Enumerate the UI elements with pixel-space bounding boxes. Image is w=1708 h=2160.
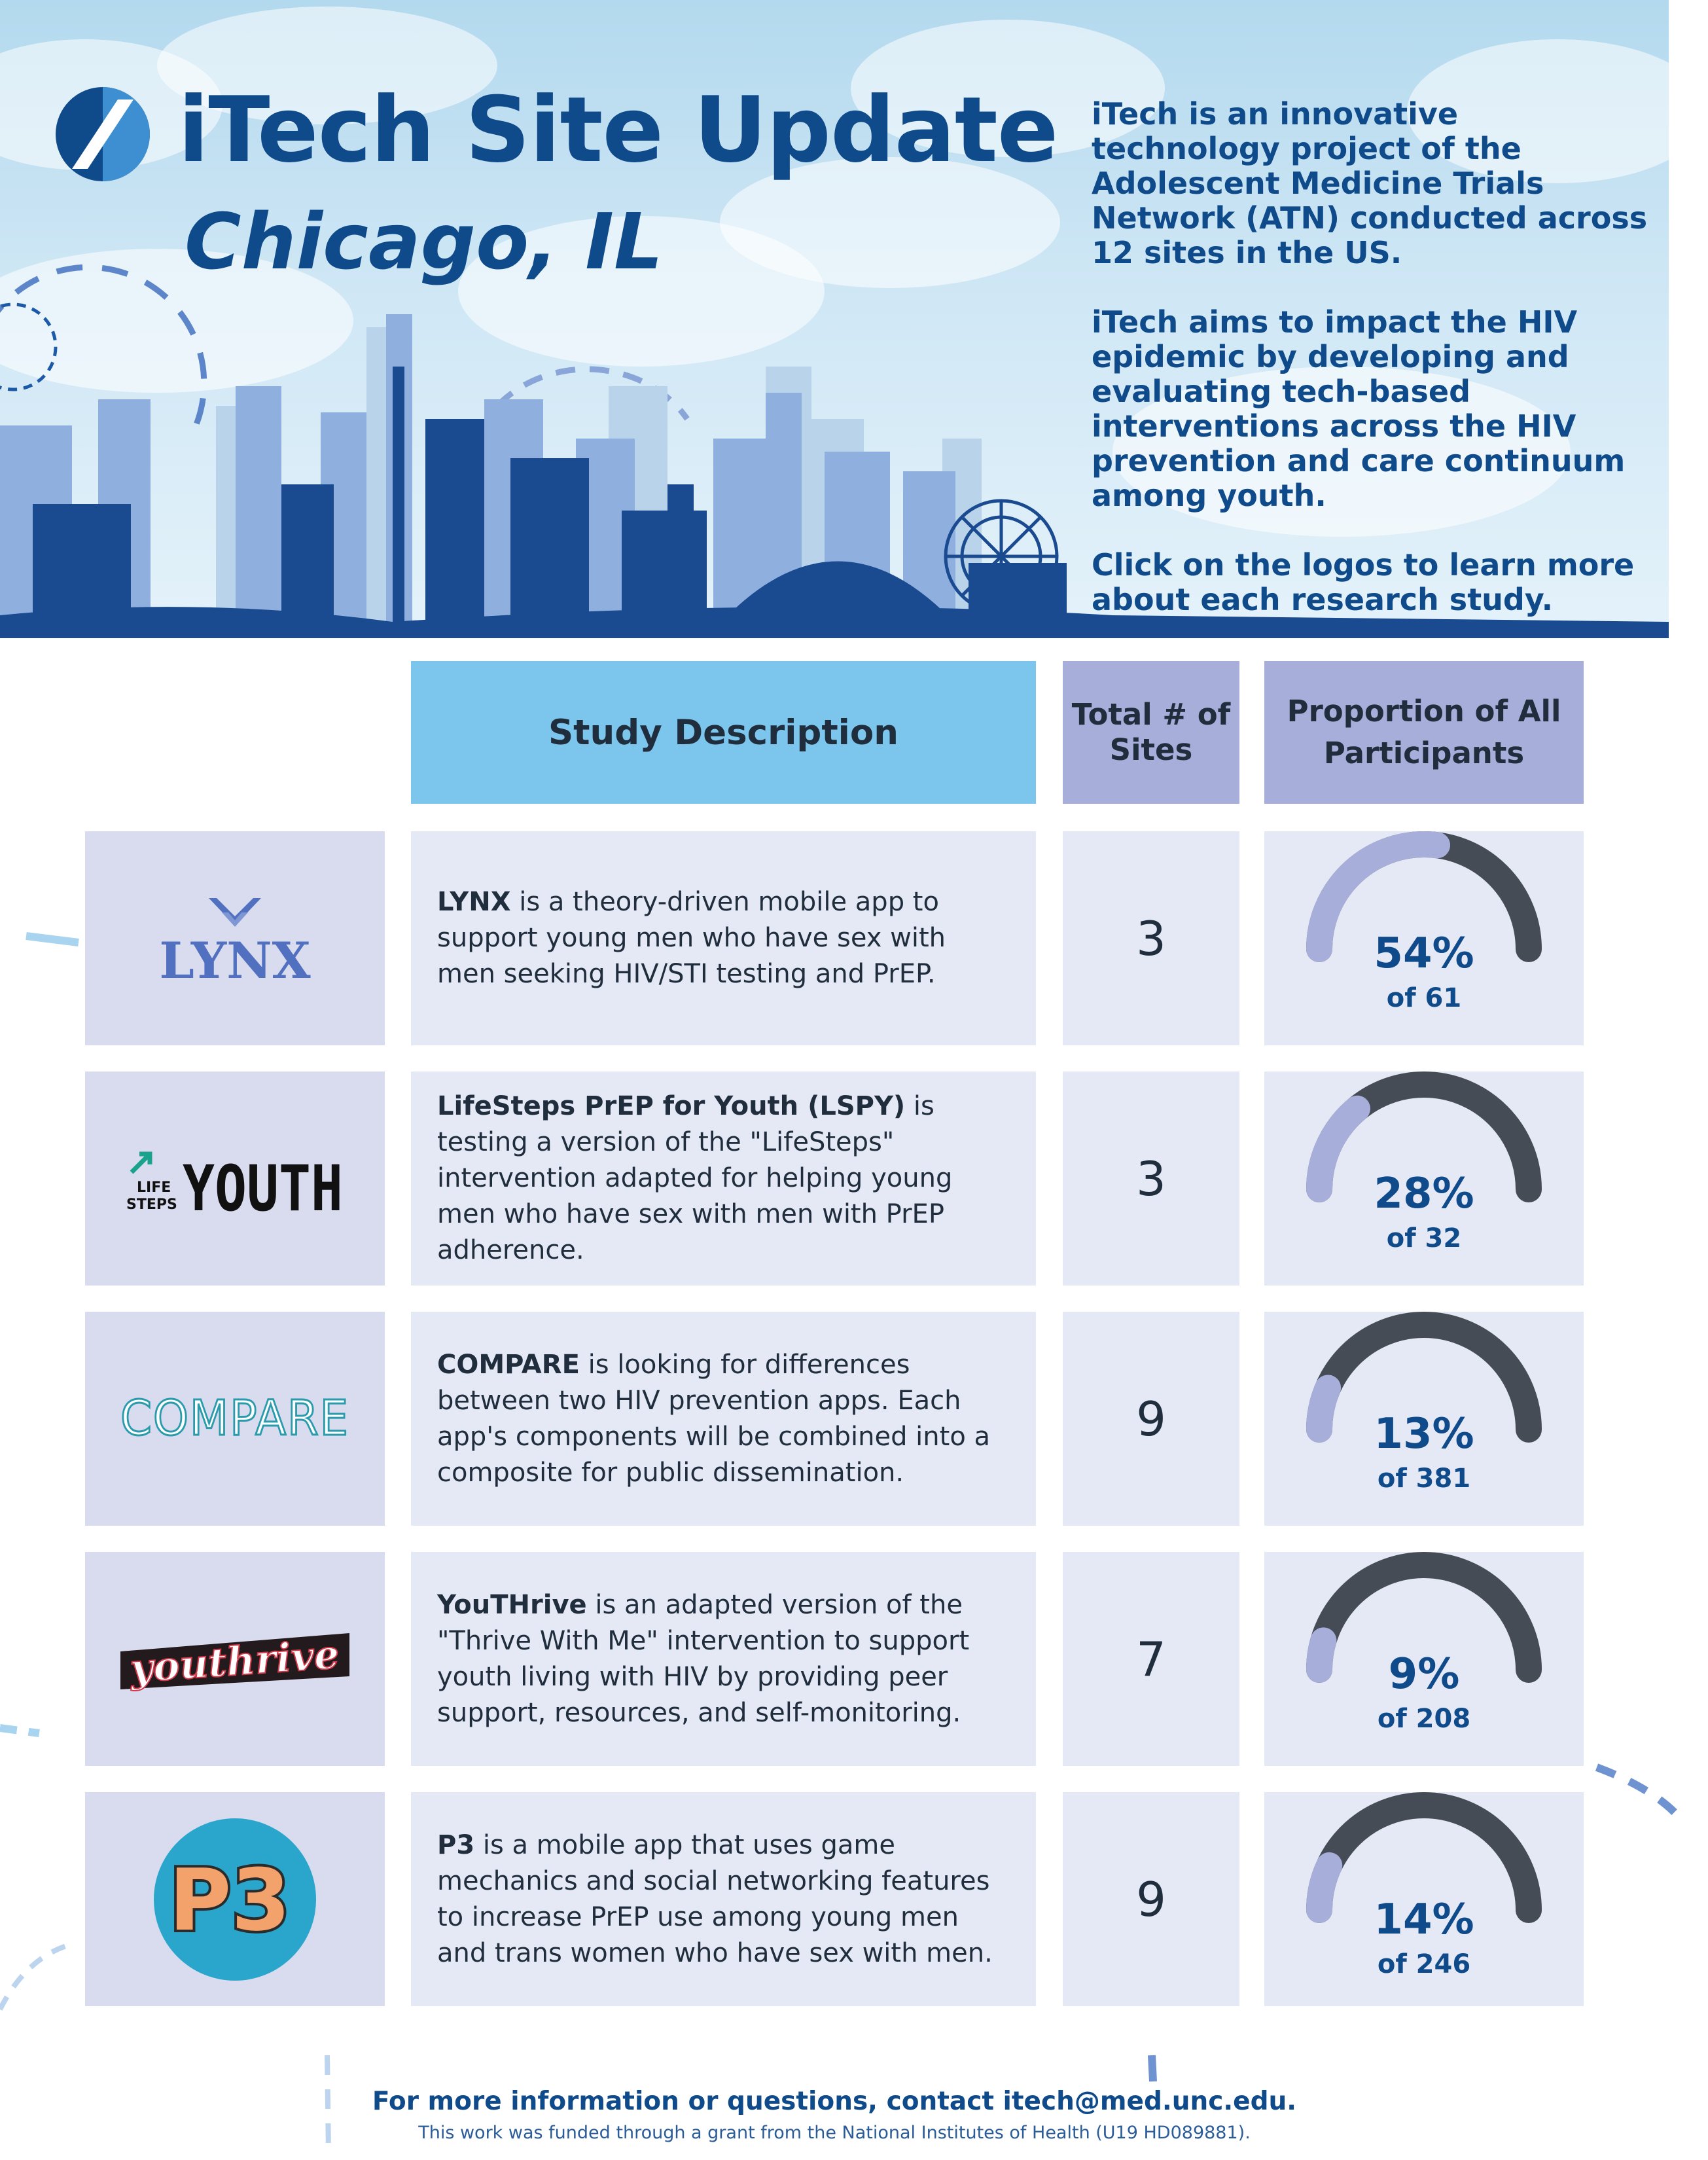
youthrive-logo-text: youthrive	[128, 1631, 339, 1692]
footer-funding: This work was funded through a grant from the National Institutes of Health (U19 HD089881).	[418, 2123, 1251, 2143]
svg-text:STEPS: STEPS	[126, 1196, 177, 1213]
proportion-percent: 13%	[1374, 1410, 1474, 1458]
chicago-skyline-illustration	[0, 288, 1669, 638]
decorative-dashed-arcs	[0, 884, 1669, 2160]
compare-logo-text: COMPARE	[120, 1390, 349, 1447]
participant-count: of 32	[1386, 1223, 1462, 1253]
sites-count: 7	[1063, 1552, 1239, 1766]
study-description-text: is a theory-driven mobile app to support young men who have sex with men seeking HIV/STI testing and PrEP.	[437, 887, 946, 989]
header-proportion-participants: Proportion of All Participants	[1264, 661, 1584, 804]
sites-count: 3	[1063, 831, 1239, 1045]
page-subtitle: Chicago, IL	[185, 196, 664, 287]
study-name: LifeSteps PrEP for Youth (LSPY)	[437, 1091, 906, 1121]
participant-count: of 381	[1377, 1464, 1471, 1494]
lynx-logo-text: LYNX	[159, 931, 311, 990]
footer-contact[interactable]: For more information or questions, contact itech@med.unc.edu.	[372, 2087, 1297, 2116]
study-description-text: is a mobile app that uses game mechanics and social networking features to increase PrEP use among young men and trans women who have sex with men.	[437, 1829, 993, 1968]
sites-count: 9	[1063, 1792, 1239, 2006]
study-name: YouTHrive	[437, 1589, 587, 1620]
proportion-percent: 54%	[1374, 929, 1474, 978]
itech-logo-icon	[54, 85, 152, 183]
header-banner	[0, 0, 1669, 638]
header-total-sites: Total # of Sites	[1063, 661, 1239, 804]
svg-text:YOUTH: YOUTH	[183, 1151, 343, 1225]
intro-paragraph: Click on the logos to learn more about each research study.	[1092, 547, 1635, 617]
participant-count: of 61	[1386, 983, 1462, 1013]
header-study-description: Study Description	[411, 661, 1036, 804]
study-name: P3	[437, 1829, 475, 1860]
participant-count: of 246	[1377, 1949, 1471, 1979]
proportion-percent: 14%	[1374, 1896, 1474, 1944]
participant-count: of 208	[1377, 1704, 1471, 1734]
intro-paragraph: iTech aims to impact the HIV epidemic by developing and evaluating tech-based interventions across the HIV prevention and care continuum among youth.	[1092, 304, 1626, 513]
sites-count: 9	[1063, 1312, 1239, 1526]
proportion-percent: 28%	[1374, 1170, 1474, 1218]
proportion-percent: 9%	[1388, 1650, 1460, 1699]
study-description-text: is testing a version of the "LifeSteps" intervention adapted for helping young men who have sex with men with PrEP adherence.	[437, 1091, 953, 1265]
sites-count: 3	[1063, 1071, 1239, 1286]
study-description-text: is an adapted version of the "Thrive With Me" intervention to support youth living with HIV by providing peer support, resources, and self-monitoring.	[437, 1589, 970, 1728]
study-name: COMPARE	[437, 1349, 580, 1380]
study-name: LYNX	[437, 887, 511, 917]
study-description-text: is looking for differences between two HIV prevention apps. Each app's components will be combined into a composite for public dissemination.	[437, 1349, 991, 1488]
p3-logo-text: P3	[169, 1850, 291, 1950]
svg-text:LIFE: LIFE	[137, 1179, 171, 1196]
intro-paragraph: iTech is an innovative technology project of the Adolescent Medicine Trials Network (ATN) conducted across 12 sites in the US.	[1092, 96, 1648, 270]
page-title: iTech Site Update	[178, 77, 1058, 183]
